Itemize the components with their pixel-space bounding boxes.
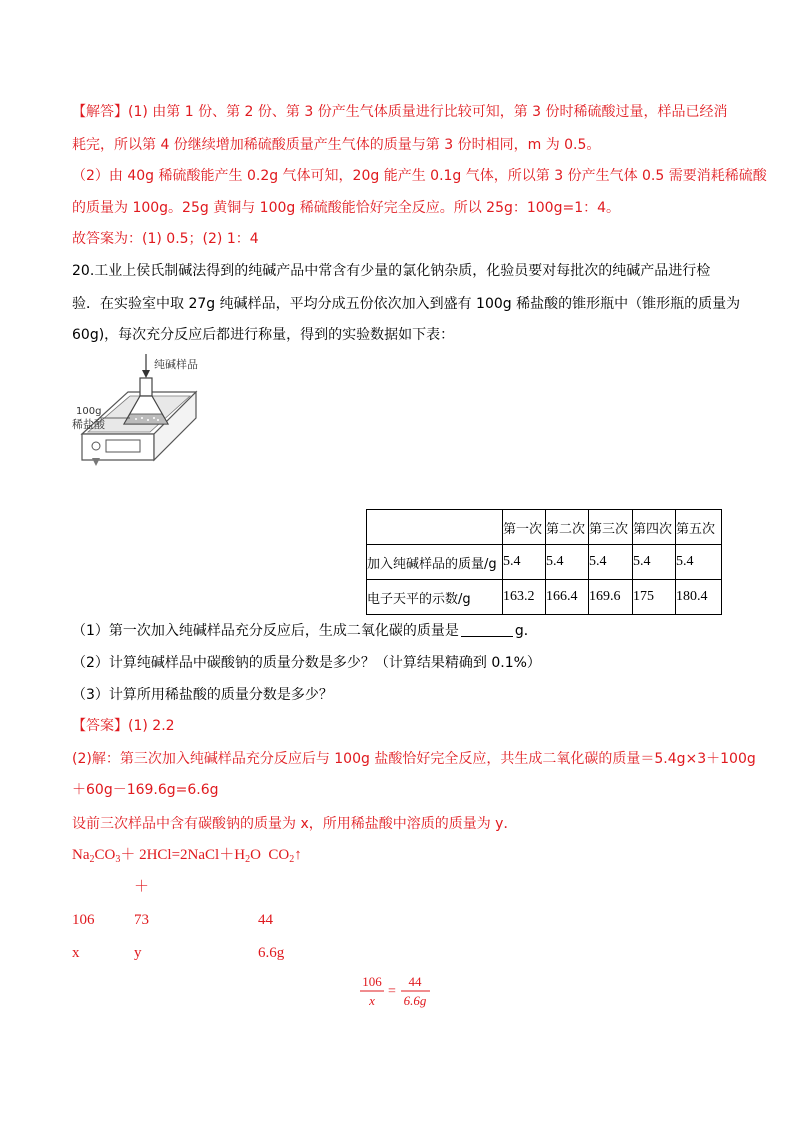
subquestion-1-unit: g． (514, 623, 538, 639)
answer-2-line-1: (2)解：第三次加入纯碱样品充分反应后与 100g 盐酸恰好完全反应，共生成二氧化碳的质量＝5.4g×3＋100g (72, 751, 756, 767)
eq-plus: ＋ (134, 879, 150, 895)
eq-arrow: ↑ (294, 847, 302, 863)
balance-flask-figure (70, 352, 220, 477)
answer-2-line-3: 设前三次样品中含有碳酸钠的质量为 x，所用稀盐酸中溶质的质量为 y． (72, 816, 518, 832)
table-header-cell (367, 510, 503, 545)
answer-1: 【答案】(1) 2.2 (72, 718, 175, 734)
question-line-1: 20.工业上侯氏制碱法得到的纯碱产品中常含有少量的氯化钠杂质，化验员要对每批次的纯碱产品进行检 (72, 263, 711, 279)
table-cell: 166.4 (546, 580, 589, 615)
table-header-cell: 第四次 (633, 510, 676, 545)
answer-2-line-2: ＋60g－169.6g=6.6g (72, 782, 219, 798)
eq-part2: ＋ 2HCl=2NaCl＋H (120, 847, 246, 863)
table-cell: 163.2 (503, 580, 546, 615)
eq-sub: 2 (89, 854, 95, 865)
table-header-cell: 第二次 (546, 510, 589, 545)
eq-sub: 3 (115, 854, 121, 865)
solution-line-2: 耗完，所以第 4 份继续增加稀硫酸质量产生气体的质量与第 3 份时相同，m 为 0.5。 (72, 137, 601, 153)
table-row-label: 加入纯碱样品的质量/g (367, 545, 503, 580)
table-header-row (367, 510, 722, 545)
table-cell: 5.4 (589, 545, 633, 580)
subquestion-1-text: （1）第一次加入纯碱样品充分反应后，生成二氧化碳的质量是 (72, 623, 459, 639)
frac-den-right: 6.6g (403, 993, 427, 1008)
table-cell: 169.6 (589, 580, 633, 615)
table-header-cell: 第一次 (503, 510, 546, 545)
subquestion-3: （3）计算所用稀盐酸的质量分数是多少？ (72, 687, 333, 703)
frac-num-left: 106 (362, 974, 382, 989)
eq-co: CO (94, 847, 116, 863)
variable-co2-mass: 6.6g (258, 945, 285, 961)
subquestion-1 (72, 622, 538, 640)
variable-x: x (72, 945, 80, 961)
eq-sub: 2 (245, 854, 251, 865)
solution-line-1: 【解答】(1) 由第 1 份、第 2 份、第 3 份产生气体质量进行比较可知，第 3 份时稀硫酸过量，样品已经消 (72, 104, 728, 120)
molar-mass-na2co3: 106 (72, 912, 95, 928)
table-cell: 180.4 (676, 580, 722, 615)
table-cell: 5.4 (503, 545, 546, 580)
eq-co2: CO (268, 847, 290, 863)
table-header-cell: 第三次 (589, 510, 633, 545)
chemical-equation (72, 846, 302, 864)
table-cell: 5.4 (633, 545, 676, 580)
frac-equals: = (388, 984, 396, 999)
label-sample: 纯碱样品 (154, 358, 198, 371)
question-line-3: 60g)，每次充分反应后都进行称量，得到的实验数据如下表： (72, 327, 455, 343)
eq-na: Na (72, 847, 90, 863)
variable-y: y (134, 945, 142, 961)
eq-o: O (250, 847, 261, 863)
table-row (367, 545, 722, 580)
eq-sub: 2 (289, 854, 295, 865)
subquestion-2: （2）计算纯碱样品中碳酸钠的质量分数是多少？（计算结果精确到 0.1%） (72, 655, 541, 671)
table-header-cell: 第五次 (676, 510, 722, 545)
solution-line-4: 的质量为 100g。25g 黄铜与 100g 稀硫酸能恰好完全反应。所以 25g：100g=1：4。 (72, 200, 621, 216)
molar-mass-co2: 44 (258, 912, 273, 928)
frac-num-right: 44 (408, 974, 422, 989)
solution-line-3: （2）由 40g 稀硫酸能产生 0.2g 气体可知，20g 能产生 0.1g 气体，所以第 3 份产生气体 0.5 需要消耗稀硫酸 (72, 168, 767, 184)
label-acid: 稀盐酸 (72, 418, 105, 431)
answer-blank (461, 622, 513, 637)
table-cell: 5.4 (546, 545, 589, 580)
frac-den-left: x (369, 993, 375, 1008)
table-row (367, 580, 722, 615)
table-cell: 5.4 (676, 545, 722, 580)
solution-final-answer: 故答案为：(1) 0.5；(2) 1：4 (72, 231, 259, 247)
table-cell: 175 (633, 580, 676, 615)
question-line-2: 验．在实验室中取 27g 纯碱样品，平均分成五份依次加入到盛有 100g 稀盐酸的锥形瓶中（锥形瓶的质量为 (72, 296, 741, 312)
table-row-label: 电子天平的示数/g (367, 580, 503, 615)
data-table (366, 509, 722, 615)
label-mass: 100g (76, 406, 102, 417)
molar-mass-hcl: 73 (134, 912, 149, 928)
proportion-equation (358, 972, 438, 1012)
